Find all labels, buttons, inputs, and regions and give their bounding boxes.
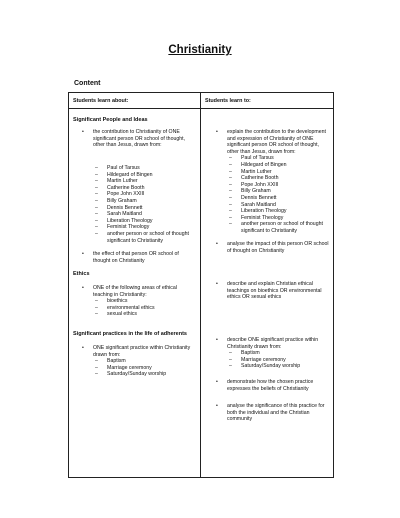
dash-icon: – bbox=[229, 175, 232, 182]
list-item: – Dennis Bennett bbox=[229, 194, 277, 201]
section-label: Content bbox=[74, 80, 101, 87]
dash-icon: – bbox=[95, 171, 98, 178]
dash-icon: – bbox=[229, 208, 232, 215]
bullet-icon: • bbox=[216, 337, 218, 343]
header-divider bbox=[200, 93, 201, 108]
list-item: – Martin Luther bbox=[229, 168, 272, 175]
bullet-text: ONE of the following areas of ethical teaching in Christianity: bbox=[93, 285, 177, 298]
list-item: – Dennis Bennett bbox=[95, 204, 143, 211]
list-item: – Billy Graham bbox=[229, 188, 271, 195]
bullet-text: ONE significant practice within Christianity drawn from: bbox=[93, 345, 191, 358]
list-item: – Feminist Theology bbox=[95, 224, 150, 231]
dash-icon: – bbox=[229, 181, 232, 188]
content-table bbox=[68, 92, 334, 478]
bullet-text: analyse the impact of this person OR school of thought on Christianity bbox=[227, 241, 329, 254]
dash-icon: – bbox=[229, 214, 232, 221]
bullet-text: demonstrate how the chosen practice expresses the beliefs of Christianity bbox=[227, 379, 314, 392]
dash-icon: – bbox=[95, 311, 98, 318]
list-item: – Martin Luther bbox=[95, 178, 138, 185]
bullet-icon: • bbox=[216, 403, 218, 409]
list-item: – Saturday/Sunday worship bbox=[229, 363, 301, 370]
list-item: – Catherine Booth bbox=[95, 184, 145, 191]
list-item: – Liberation Theology bbox=[229, 208, 287, 215]
list-item: – Paul of Tarsus bbox=[95, 165, 140, 171]
list-item: – Pope John XXIII bbox=[229, 181, 279, 188]
bullet-text: describe ONE significant practice within Christianity drawn from: bbox=[227, 337, 319, 350]
bullet-icon: • bbox=[216, 281, 218, 287]
bullet-text: describe and explain Christian ethical teachings on bioethics OR environmental ethics OR sexual ethics bbox=[227, 281, 322, 301]
dash-icon: – bbox=[95, 217, 98, 224]
bullet-contribution bbox=[73, 129, 197, 149]
header-students-learn-about: Students learn about: bbox=[73, 98, 129, 104]
list-item: – Feminist Theology bbox=[229, 214, 284, 221]
header-students-learn-to: Students learn to: bbox=[205, 98, 251, 104]
list-item: – environmental ethics bbox=[95, 304, 155, 311]
section-significant-people bbox=[73, 117, 197, 124]
dash-icon: – bbox=[95, 358, 98, 365]
bullet-describe-ethics bbox=[207, 281, 331, 301]
list-item: – Paul of Tarsus bbox=[229, 155, 274, 162]
dash-icon: – bbox=[95, 184, 98, 191]
dash-icon: – bbox=[95, 204, 98, 211]
bullet-demonstrate bbox=[207, 379, 331, 392]
list-item: – Sarah Maitland bbox=[95, 211, 142, 218]
sub-list-people bbox=[73, 165, 197, 244]
dash-icon: – bbox=[229, 356, 232, 363]
table-header-row bbox=[69, 93, 333, 109]
bullet-icon: • bbox=[82, 129, 84, 135]
page-title: Christianity bbox=[168, 44, 232, 56]
bullet-describe-practice bbox=[207, 337, 331, 370]
section-practices bbox=[73, 331, 197, 338]
bullet-practice bbox=[73, 345, 197, 378]
bullet-effect bbox=[73, 251, 197, 264]
bullet-icon: • bbox=[82, 285, 84, 291]
dash-icon: – bbox=[95, 197, 98, 204]
list-item: – Hildegard of Bingen bbox=[95, 171, 153, 178]
dash-icon: – bbox=[95, 298, 98, 305]
column-divider bbox=[200, 109, 201, 477]
section-heading: Ethics bbox=[73, 271, 90, 277]
bullet-icon: • bbox=[82, 251, 84, 257]
list-item: – Marriage ceremony bbox=[95, 364, 152, 371]
bullet-text: explain the contribution to the development and expression of Christianity of ONE significant person OR school of thought, other than Jesus, drawn from: bbox=[227, 129, 326, 155]
dash-icon: – bbox=[95, 191, 98, 198]
dash-icon: – bbox=[229, 155, 232, 162]
bullet-text: the effect of that person OR school of thought on Christianity bbox=[93, 251, 179, 264]
bullet-icon: • bbox=[216, 129, 218, 135]
dash-icon: – bbox=[229, 350, 232, 357]
dash-icon: – bbox=[95, 364, 98, 371]
list-item: – Marriage ceremony bbox=[229, 356, 286, 363]
dash-icon: – bbox=[229, 221, 232, 228]
bullet-analyse-impact bbox=[207, 241, 331, 254]
dash-icon: – bbox=[229, 363, 232, 370]
bullet-ethics bbox=[73, 285, 197, 318]
list-item: – Sarah Maitland bbox=[229, 201, 276, 208]
list-item: – Saturday/Sunday worship bbox=[95, 371, 167, 378]
dash-icon: – bbox=[95, 178, 98, 185]
bullet-text: the contribution to Christianity of ONE significant person OR school of thought, other than Jesus, drawn from: bbox=[93, 129, 185, 149]
list-item: – Liberation Theology bbox=[95, 217, 153, 224]
dash-icon: – bbox=[95, 224, 98, 231]
dash-icon: – bbox=[95, 371, 98, 378]
section-heading: Significant practices in the life of adherents bbox=[73, 331, 187, 337]
section-heading: Significant People and Ideas bbox=[73, 117, 148, 123]
bullet-analyse-significance bbox=[207, 403, 331, 423]
list-item: – Billy Graham bbox=[95, 197, 137, 204]
list-item: – Baptism bbox=[229, 350, 260, 357]
list-item: – Pope John XXIII bbox=[95, 191, 145, 198]
list-item: – Catherine Booth bbox=[229, 175, 279, 182]
section-ethics bbox=[73, 271, 197, 278]
bullet-text: analyse the significance of this practice for both the individual and the Christian community bbox=[227, 403, 325, 423]
dash-icon: – bbox=[229, 168, 232, 175]
list-item: – Baptism bbox=[95, 358, 126, 365]
dash-icon: – bbox=[229, 161, 232, 168]
dash-icon: – bbox=[229, 188, 232, 195]
list-item: – Hildegard of Bingen bbox=[229, 161, 287, 168]
bullet-icon: • bbox=[82, 345, 84, 351]
bullet-icon: • bbox=[216, 379, 218, 385]
dash-icon: – bbox=[95, 165, 98, 171]
bullet-explain-contribution bbox=[207, 129, 331, 235]
list-item: – another person or school of thought significant to Christianity bbox=[229, 221, 323, 234]
list-item: – bioethics bbox=[95, 298, 128, 305]
dash-icon: – bbox=[95, 304, 98, 311]
bullet-icon: • bbox=[216, 241, 218, 247]
dash-icon: – bbox=[229, 201, 232, 208]
list-item: – another person or school of thought significant to Christianity bbox=[95, 230, 189, 244]
list-item: – sexual ethics bbox=[95, 311, 137, 318]
dash-icon: – bbox=[95, 230, 98, 237]
dash-icon: – bbox=[95, 211, 98, 218]
dash-icon: – bbox=[229, 194, 232, 201]
